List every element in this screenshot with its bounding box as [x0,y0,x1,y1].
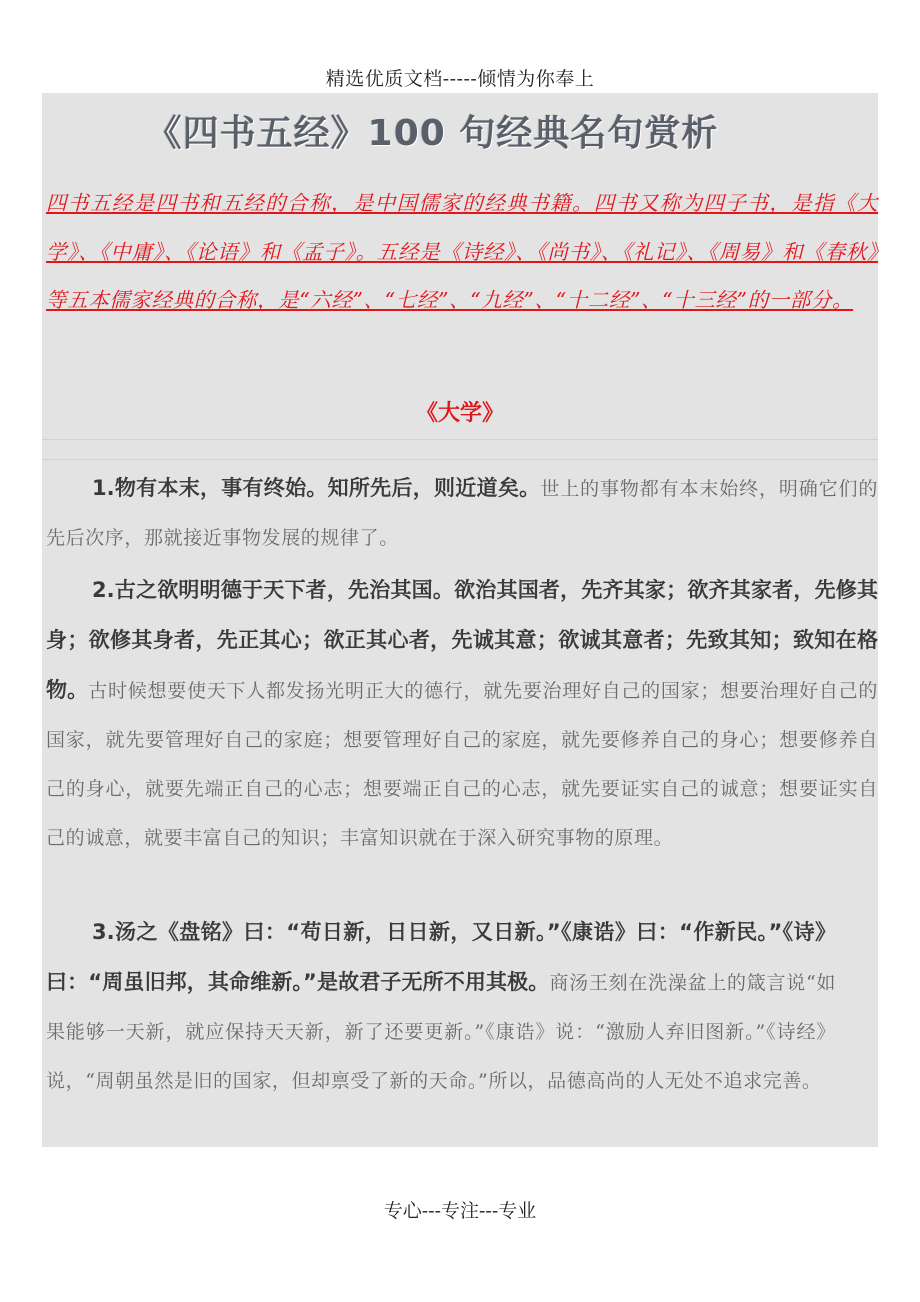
section-title: 《大学》 [415,401,504,426]
intro-paragraph: 四书五经是四书和五经的合称，是中国儒家的经典书籍。四书又称为四子书，是指《大学》、《中庸》、《论语》和《孟子》。五经是《诗经》、《尚书》、《礼记》、《周易》和《春秋》等五本儒家经典的合称，是“六经”、“七经”、“九经”、“十二经”、“十三经”的一部分。 [46,191,878,312]
entry-translation: 古时候想要使天下人都发扬光明正大的德行，就先要治理好自己的国家；想要治理好自己的国家，就先要管理好自己的家庭；想要管理好自己的家庭，就先要修养自己的身心；想要修养自己的身心，就要先端正自己的心志；想要端正自己的心志，就先要证实自己的诚意；想要证实自己的诚意，就要丰富自己的知识；丰富知识就在于深入研究事物的原理。 [46,680,878,849]
entry-translation: 商汤王刻在洗澡盆上的箴言说“如果能够一天新，就应保持天天新，新了还要更新。”《康诰》说：“激励人弃旧图新。”《诗经》说，“周朝虽然是旧的国家，但却禀受了新的天命。”所以，品德高尚的人无处不追求完善。 [46,972,836,1092]
entry-quote: 1.物有本末，事有终始。知所先后，则近道矣。 [92,476,541,500]
entry-3 [46,908,836,1106]
divider [42,439,878,440]
document-content [42,93,878,1147]
divider [42,459,878,460]
document-title: 《四书五经》100 句经典名句赏析 [145,113,719,154]
entry-quote: 2.古之欲明明德于天下者，先治其国。欲治其国者，先齐其家；欲齐其家者，先修其身；欲修其身者，先正其心；欲正其心者，先诚其意；欲诚其意者；先致其知；致知在格物。 [46,578,878,702]
entry-2 [46,566,878,863]
entry-1 [46,464,878,563]
page-footer: 专心---专注---专业 [383,1200,537,1222]
page-header: 精选优质文档-----倾情为你奉上 [325,68,595,90]
entry-quote: 3.汤之《盘铭》曰：“苟日新，日日新，又日新。”《康诰》曰：“作新民。”《诗》曰：“周虽旧邦，其命维新。”是故君子无所不用其极。 [46,920,836,994]
entry-translation: 世上的事物都有本末始终，明确它们的先后次序，那就接近事物发展的规律了。 [46,478,879,549]
